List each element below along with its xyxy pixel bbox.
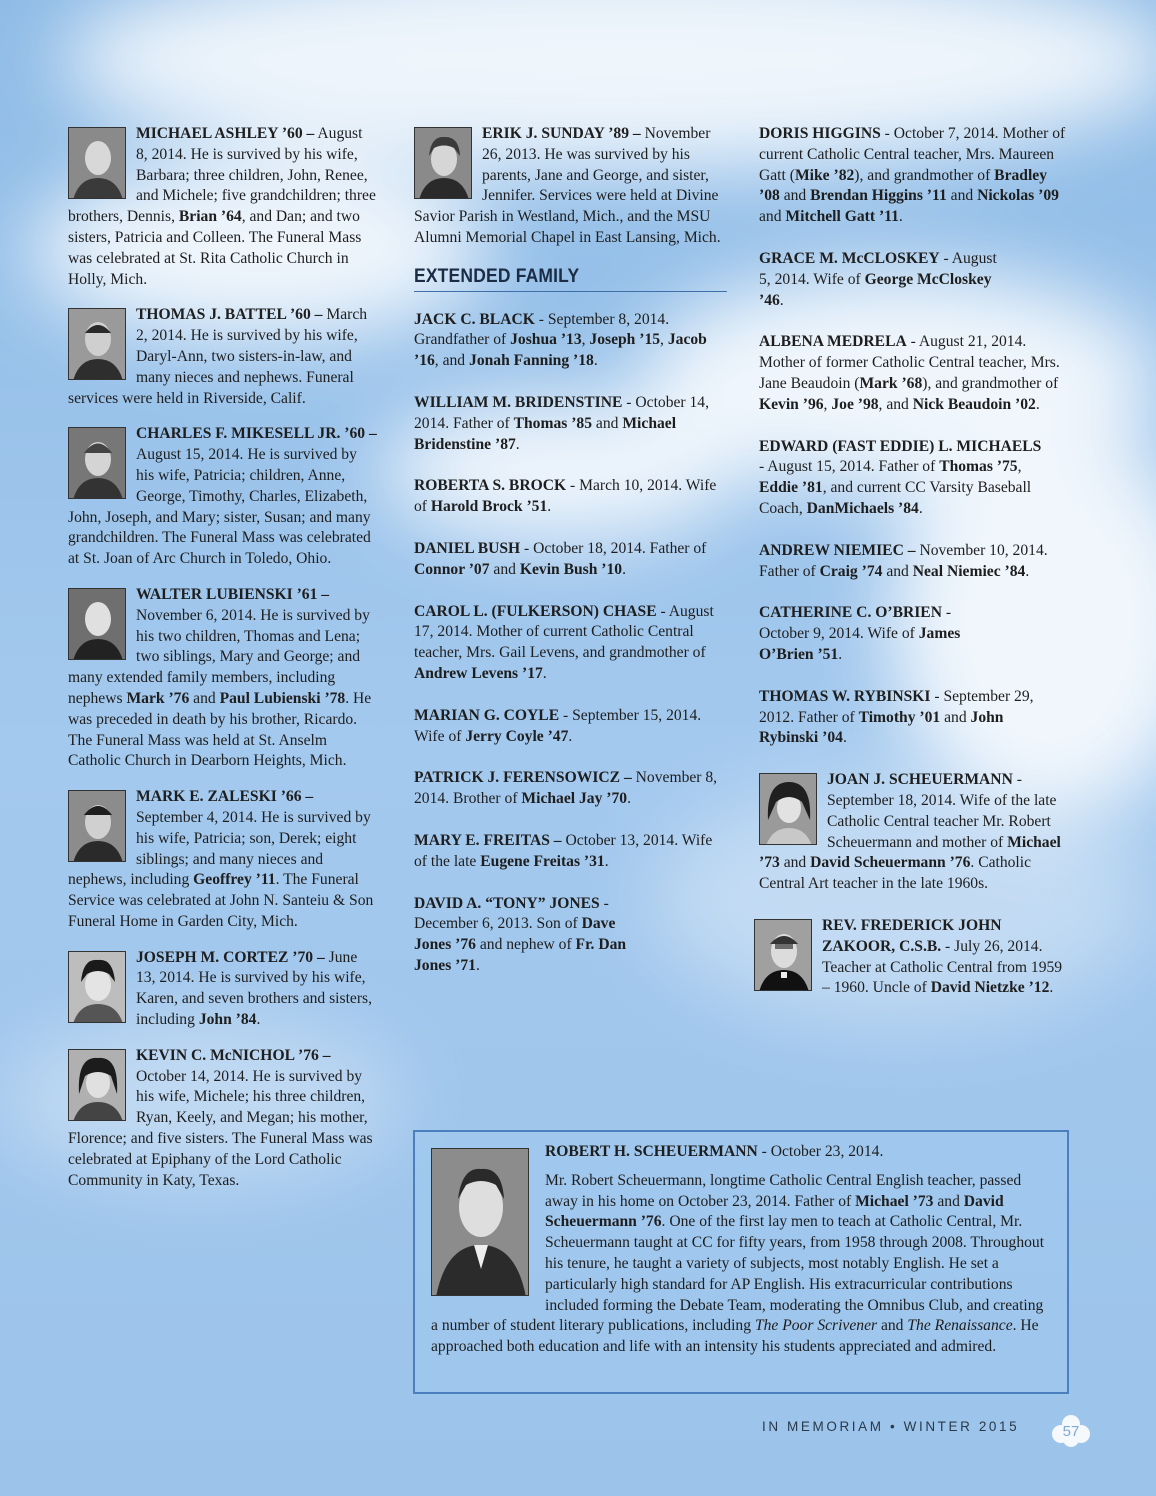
portrait-photo — [68, 588, 126, 660]
obituary-entry: ALBENA MEDRELA - August 21, 2014. Mother of former Catholic Central teacher, Mrs. Jane Beaudoin (Mark ’68), and grandmother of Kevin ’96, Joe ’98, and Nick Beaudoin ’02. — [759, 333, 1060, 413]
obituary-entry: ERIK J. SUNDAY ’89 – November 26, 2013. He was survived by his parents, Jane and George, and sister, Jennifer. Services were held at Divine Savior Parish in Westland, Mich., and the MSU Alumni Memorial Chapel in East Lansing, Mich. — [414, 125, 721, 246]
obituary-entry: ROBERTA S. BROCK - March 10, 2014. Wife of Harold Brock ’51. — [414, 477, 717, 516]
portrait-photo — [414, 127, 472, 199]
entry-name: ROBERTA S. BROCK — [414, 477, 567, 495]
entry-name: JACK C. BLACK — [414, 310, 535, 328]
obituary-entry: CATHERINE C. O’BRIEN - October 9, 2014. Wife of James O’Brien ’51. — [759, 604, 961, 663]
column-left — [68, 124, 378, 1206]
entry-name: ANDREW NIEMIEC – — [759, 541, 916, 559]
obituary-entry: GRACE M. McCLOSKEY - August 5, 2014. Wife of George McCloskey ’46. — [759, 249, 997, 309]
obituary-entry: DORIS HIGGINS - October 7, 2014. Mother of current Catholic Central teacher, Mrs. Maureen Gatt (Mike ’82), and grandmother of Bradley ’08 and Brendan Higgins ’11 and Nickolas ’09 and Mitchell Gatt ’11. — [759, 125, 1066, 226]
section-title: EXTENDED FAMILY — [414, 267, 727, 292]
feature-name: ROBERT H. SCHEUERMANN — [545, 1143, 758, 1160]
obituary-entry: REV. FREDERICK JOHN ZAKOOR, C.S.B. - July 26, 2014. Teacher at Catholic Central from 1959 – 1960. Uncle of David Nietzke ’12. — [754, 916, 1071, 999]
obituary-entry: KEVIN C. McNICHOL ’76 – October 14, 2014. He is survived by his wife, Michele; his three children, Ryan, Keely, and Megan; his mother, Florence; and five sisters. The Funeral Mass was celebrated at Epiphany of the Lord Catholic Community in Katy, Texas. — [68, 1046, 373, 1189]
feature-body: Mr. Robert Scheuermann, longtime Catholic Central English teacher, passed away in his home on October 23, 2014. Father of Michael ’73 and David Scheuermann ’76. One of the first lay men to teach at Catholic Central, Mr. Scheuermann taught at CC for fifty years, from 1958 through 2008. Throughout his tenure, he taught a variety of subjects, most notably English. He set a particularly high standard for AP English. His extracurricular contributions included forming the Debate Team, moderating the Omnibus Club, and creating a number of student literary publications, including The Poor Scrivener and The Renaissance. He approached both education and life with an intensity his students appreciated and admired. — [431, 1171, 1045, 1356]
entry-name: THOMAS J. BATTEL ’60 – — [136, 306, 323, 324]
entry-name: DORIS HIGGINS — [759, 125, 881, 142]
entry-name: MARIAN G. COYLE — [414, 706, 560, 724]
obituary-entry: MICHAEL ASHLEY ’60 – August 8, 2014. He is survived by his wife, Barbara; three children, John, Renee, and Michele; five grandchildren; three brothers, Dennis, Brian ’64, and Dan; and two sisters, Patricia and Colleen. The Funeral Mass was celebrated at St. Rita Catholic Church in Holly, Mich. — [68, 125, 376, 288]
obituary-entry: MARK E. ZALESKI ’66 – September 4, 2014. He is survived by his wife, Patricia; son, Derek; eight siblings; and many nieces and nephews, including Geoffrey ’11. The Funeral Service was celebrated at John N. Santeiu & Son Funeral Home in Garden City, Mich. — [68, 788, 374, 930]
portrait-photo — [68, 427, 126, 499]
obituary-entry: MARIAN G. COYLE - September 15, 2014. Wife of Jerry Coyle ’47. — [414, 706, 702, 745]
entry-name: WILLIAM M. BRIDENSTINE — [414, 393, 623, 411]
feature-date: - October 23, 2014. — [757, 1143, 884, 1160]
entry-name: KEVIN C. McNICHOL ’76 – — [136, 1046, 331, 1064]
entry-name: MICHAEL ASHLEY ’60 – — [136, 125, 315, 142]
obituary-entry: EDWARD (FAST EDDIE) L. MICHAELS - August 15, 2014. Father of Thomas ’75, Eddie ’81, and current CC Varsity Baseball Coach, DanMichaels ’84. — [759, 437, 1042, 517]
entry-name: CAROL L. (FULKERSON) CHASE — [414, 602, 657, 620]
portrait-photo — [68, 1049, 126, 1121]
obituary-entry: CHARLES F. MIKESELL JR. ’60 – August 15, 2014. He is survived by his wife, Patricia; children, Anne, George, Timothy, Charles, Elizabeth, John, Joseph, and Mary; sister, Susan; and many grandchildren. The Funeral Mass was celebrated at St. Joan of Arc Church in Toledo, Ohio. — [68, 425, 377, 568]
obituary-entry: THOMAS W. RYBINSKI - September 29, 2012. Father of Timothy ’01 and John Rybinski ’04. — [759, 687, 1034, 747]
obituary-entry: MARY E. FREITAS – October 13, 2014. Wife of the late Eugene Freitas ’31. — [414, 831, 713, 870]
entry-name: ERIK J. SUNDAY ’89 – — [482, 125, 641, 142]
entry-name: EDWARD (FAST EDDIE) L. MICHAELS — [759, 437, 1042, 455]
entry-name: JOSEPH M. CORTEZ ’70 – — [136, 948, 325, 966]
column-middle — [414, 124, 725, 998]
obituary-entry: ANDREW NIEMIEC – November 10, 2014. Father of Craig ’74 and Neal Niemiec ’84. — [759, 541, 1048, 580]
obituary-entry: JOSEPH M. CORTEZ ’70 – June 13, 2014. He is survived by his wife, Karen, and seven brothers and sisters, including John ’84. — [68, 948, 378, 1031]
portrait-photo — [68, 308, 126, 380]
obituary-entry: DAVID A. “TONY” JONES - December 6, 2013. Son of Dave Jones ’76 and nephew of Fr. Dan Jones ’71. — [414, 894, 627, 974]
portrait-photo — [431, 1148, 529, 1296]
entry-name: DANIEL BUSH — [414, 539, 521, 557]
featured-obituary-box — [413, 1130, 1069, 1394]
portrait-photo — [68, 790, 126, 862]
obituary-entry: DANIEL BUSH - October 18, 2014. Father of Connor ’07 and Kevin Bush ’10. — [414, 539, 707, 578]
entry-name: JOAN J. SCHEUERMANN — [827, 771, 1013, 789]
page-footer: IN MEMORIAM • WINTER 2015 — [762, 1419, 1020, 1434]
entry-name: ALBENA MEDRELA — [759, 333, 907, 351]
portrait-photo — [759, 773, 817, 845]
entry-name: GRACE M. McCLOSKEY — [759, 249, 940, 267]
entry-name: CATHERINE C. O’BRIEN — [759, 604, 942, 622]
entry-name: MARY E. FREITAS – — [414, 831, 562, 849]
obituary-entry: JOAN J. SCHEUERMANN - September 18, 2014. Wife of the late Catholic Central teacher Mr. Robert Scheuermann and mother of Michael ’73 and David Scheuermann ’76. Catholic Central Art teacher in the late 1960s. — [759, 771, 1061, 893]
page-number: 57 — [1050, 1414, 1092, 1450]
portrait-photo — [68, 951, 126, 1023]
entry-name: DAVID A. “TONY” JONES — [414, 894, 600, 912]
obituary-entry: WALTER LUBIENSKI ’61 – November 6, 2014. He is survived by his two children, Thomas and Lena; two siblings, Mary and George; and many extended family members, including nephews Mark ’76 and Paul Lubienski ’78. He was preceded in death by his brother, Ricardo. The Funeral Mass was held at St. Anselm Catholic Church in Dearborn Heights, Mich. — [68, 585, 372, 770]
obituary-entry: CAROL L. (FULKERSON) CHASE - August 17, 2014. Mother of current Catholic Central teacher, Mrs. Gail Levens, and grandmother of Andrew Levens ’17. — [414, 602, 714, 682]
column-right — [759, 124, 1071, 1020]
portrait-photo — [68, 127, 126, 199]
entry-name: CHARLES F. MIKESELL JR. ’60 – — [136, 425, 377, 443]
entry-name: THOMAS W. RYBINSKI — [759, 687, 931, 705]
entry-name: MARK E. ZALESKI ’66 – — [136, 788, 314, 806]
obituary-entry: JACK C. BLACK - September 8, 2014. Grandfather of Joshua ’13, Joseph ’15, Jacob ’16, and Jonah Fanning ’18. — [414, 310, 707, 370]
entry-name: REV. FREDERICK JOHN ZAKOOR, C.S.B. — [822, 916, 1002, 955]
entry-name: WALTER LUBIENSKI ’61 – — [136, 585, 330, 603]
portrait-photo — [754, 919, 812, 991]
obituary-entry: WILLIAM M. BRIDENSTINE - October 14, 2014. Father of Thomas ’85 and Michael Bridenstine ’87. — [414, 393, 709, 453]
obituary-entry: THOMAS J. BATTEL ’60 – March 2, 2014. He is survived by his wife, Daryl-Ann, two sisters-in-law, and many nieces and nephews. Funeral services were held in Riverside, Calif. — [68, 306, 368, 407]
entry-name: PATRICK J. FERENSOWICZ – — [414, 769, 632, 787]
obituary-entry: PATRICK J. FERENSOWICZ – November 8, 2014. Brother of Michael Jay ’70. — [414, 769, 718, 808]
